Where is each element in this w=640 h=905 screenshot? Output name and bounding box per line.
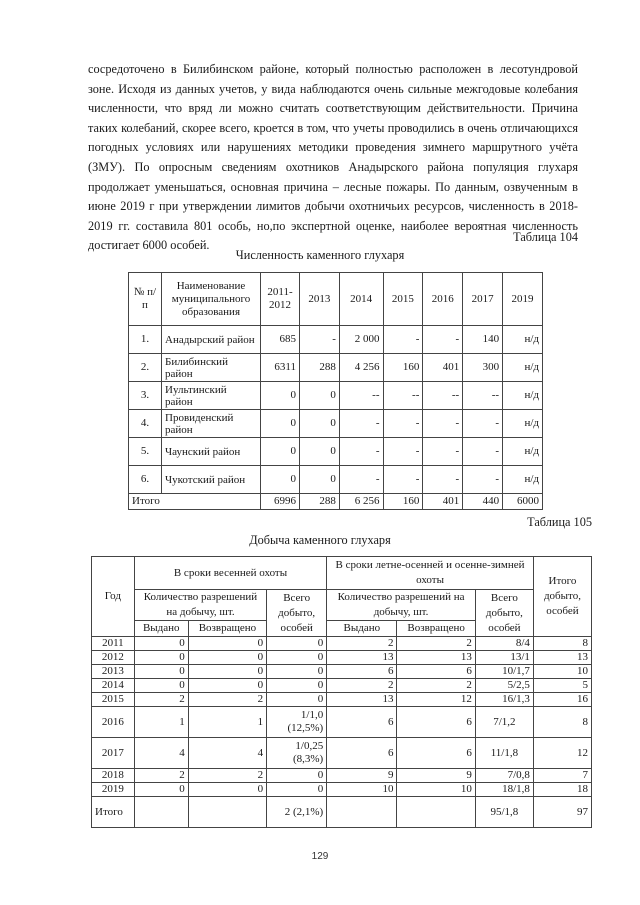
cell: 0 [300,410,340,438]
cell: 6 [397,738,475,769]
total-row [92,797,592,828]
table-row [92,651,592,665]
cell: 0 [267,783,327,797]
cell: 0 [261,410,300,438]
district-name: Провиденский район [162,410,261,438]
cell: 401 [423,354,463,382]
cell: н/д [503,326,543,354]
cell: 0 [267,665,327,679]
cell: н/д [503,382,543,410]
row-index: 1. [129,326,162,354]
table-row [129,438,543,466]
cell: 0 [134,783,188,797]
table-header-row [92,557,592,590]
cell: 10 [327,783,397,797]
cell: 401 [423,494,463,510]
cell: 0 [267,769,327,783]
row-index: 6. [129,466,162,494]
row-index: 3. [129,382,162,410]
header-cell: 2016 [423,273,463,326]
cell: -- [423,382,463,410]
header-cell: Всего добыто, особей [267,590,327,637]
cell [327,797,397,828]
cell: 0 [261,382,300,410]
cell: 2 000 [339,326,383,354]
cell: 0 [300,382,340,410]
cell: 0 [300,438,340,466]
cell: 0 [188,783,266,797]
header-cell: 2015 [383,273,423,326]
header-cell: 2011-2012 [261,273,300,326]
cell: - [339,410,383,438]
cell: 4 [188,738,266,769]
table-row [92,707,592,738]
cell [134,797,188,828]
cell: 0 [134,679,188,693]
cell: - [339,466,383,494]
cell: 8 [533,707,591,738]
cell: - [383,438,423,466]
header-cell: Возвращено [188,621,266,637]
body-paragraph: сосредоточено в Билибинском районе, который полностью расположен в лесотундровой зоне. Исходя из данных учетов, у вида наблюдаются очень сильные межгодовые колебания численности, что вряд ли можно считать соответствующим действительности. Причина таких колебаний, скорее всего, кроется в том, что учеты проводились в очень отличающихся погодных условиях или нарушениях методики проведения зимнего маршрутного учёта (ЗМУ). По опросным сведениям охотников Анадырского района популяция глухаря продолжает уменьшаться, основная причина – лесные пожары. По данным, озвученным в июне 2019 г при утверждении лимитов добычи охотничьих ресурсов, численность в 2018-2019 гг. составила 801 особь, но,по экспертной оценке, наиболее вероятная численность достигает 6000 особей. [88,62,578,253]
cell: 16/1,3 [475,693,533,707]
cell: 2 [327,637,397,651]
cell: 288 [300,494,340,510]
cell: - [383,410,423,438]
row-index: 2. [129,354,162,382]
cell: 6 256 [339,494,383,510]
table-row [92,679,592,693]
cell: н/д [503,466,543,494]
cell: 10/1,7 [475,665,533,679]
header-cell: 2013 [300,273,340,326]
cell: 8 [533,637,591,651]
cell: 2 [397,637,475,651]
cell: -- [463,382,503,410]
cell: 2 [327,679,397,693]
cell: 7/0,8 [475,769,533,783]
cell: 13 [533,651,591,665]
cell: 1/1,0 (12,5%) [267,707,327,738]
table-row [129,326,543,354]
cell: - [339,438,383,466]
cell: 5/2,5 [475,679,533,693]
cell [188,797,266,828]
header-cell: 2019 [503,273,543,326]
cell: 5 [533,679,591,693]
cell: - [383,326,423,354]
cell: 6000 [503,494,543,510]
cell: 140 [463,326,503,354]
header-cell: Количество разрешений на добычу, шт. [327,590,476,621]
table-row [129,382,543,410]
district-name: Билибинский район [162,354,261,382]
year-cell: 2018 [92,769,135,783]
header-cell: 2014 [339,273,383,326]
population-table [128,272,543,510]
total-row [129,494,543,510]
cell: 6 [397,665,475,679]
cell: 0 [261,466,300,494]
cell: 2 [134,693,188,707]
cell: 2 (2,1%) [267,797,327,828]
district-name: Анадырский район [162,326,261,354]
table-row [92,783,592,797]
table-row [92,665,592,679]
cell: 97 [533,797,591,828]
cell: 0 [267,679,327,693]
table-row [92,738,592,769]
cell: 0 [267,693,327,707]
cell: - [383,466,423,494]
year-cell: 2016 [92,707,135,738]
table-104-title: Численность каменного глухаря [235,248,405,262]
cell: 13 [327,693,397,707]
cell: 6 [327,665,397,679]
year-cell: 2015 [92,693,135,707]
cell: 6996 [261,494,300,510]
cell: 0 [134,665,188,679]
table-row [92,769,592,783]
cell: 12 [397,693,475,707]
cell: - [423,410,463,438]
table-header-row [129,273,543,326]
cell: 0 [300,466,340,494]
header-cell: Год [92,557,135,637]
cell: 6 [327,738,397,769]
header-cell: Возвращено [397,621,475,637]
cell: 11/1,8 [475,738,533,769]
cell: н/д [503,438,543,466]
cell: 18 [533,783,591,797]
table-row [92,637,592,651]
cell: 8/4 [475,637,533,651]
cell: 1 [134,707,188,738]
cell: - [423,326,463,354]
row-index: 5. [129,438,162,466]
cell: 10 [533,665,591,679]
cell: 2 [397,679,475,693]
cell: 18/1,8 [475,783,533,797]
header-cell: Количество разрешений на добычу, шт. [134,590,266,621]
cell: 160 [383,354,423,382]
cell: - [463,438,503,466]
cell: 0 [134,637,188,651]
cell: 7/1,2 [475,707,533,738]
cell: 13 [397,651,475,665]
header-cell: Выдано [134,621,188,637]
header-cell: Всего добыто, особей [475,590,533,637]
cell: 10 [397,783,475,797]
district-name: Чукотский район [162,466,261,494]
header-cell: № п/п [129,273,162,326]
cell: 7 [533,769,591,783]
cell: 6311 [261,354,300,382]
header-cell: Наименование муниципального образования [162,273,261,326]
cell: 0 [188,651,266,665]
cell: -- [383,382,423,410]
cell: 160 [383,494,423,510]
row-index: 4. [129,410,162,438]
cell: 0 [267,651,327,665]
cell: - [423,466,463,494]
cell: н/д [503,410,543,438]
table-header-row [92,590,592,621]
header-cell: В сроки летне-осенней и осенне-зимней охоты [327,557,534,590]
cell [397,797,475,828]
table-row [92,693,592,707]
header-cell: 2017 [463,273,503,326]
cell: 4 256 [339,354,383,382]
cell: 440 [463,494,503,510]
year-cell: 2013 [92,665,135,679]
cell: 13/1 [475,651,533,665]
year-cell: 2012 [92,651,135,665]
cell: - [463,410,503,438]
cell: 9 [397,769,475,783]
cell: 2 [188,769,266,783]
cell: 6 [327,707,397,738]
cell: 1/0,25 (8,3%) [267,738,327,769]
year-cell: 2017 [92,738,135,769]
year-cell: 2011 [92,637,135,651]
district-name: Иультинский район [162,382,261,410]
table-104-number: Таблица 104 [513,230,578,244]
cell: 6 [397,707,475,738]
table-105-title: Добыча каменного глухаря [249,533,391,547]
cell: -- [339,382,383,410]
cell: - [423,438,463,466]
cell: 95/1,8 [475,797,533,828]
year-cell: 2014 [92,679,135,693]
cell: 9 [327,769,397,783]
cell: 288 [300,354,340,382]
cell: 2 [134,769,188,783]
district-name: Чаунский район [162,438,261,466]
header-cell: В сроки весенней охоты [134,557,326,590]
cell: 4 [134,738,188,769]
cell: 0 [267,637,327,651]
year-cell: 2019 [92,783,135,797]
header-cell: Итого добыто, особей [533,557,591,637]
table-row [129,354,543,382]
table-105-number: Таблица 105 [527,515,592,529]
cell: 0 [188,637,266,651]
cell: 13 [327,651,397,665]
cell: 300 [463,354,503,382]
total-label: Итого [129,494,261,510]
cell: - [300,326,340,354]
cell: 0 [188,665,266,679]
cell: - [463,466,503,494]
cell: 12 [533,738,591,769]
cell: 685 [261,326,300,354]
cell: 16 [533,693,591,707]
table-row [129,410,543,438]
cell: 1 [188,707,266,738]
table-row [129,466,543,494]
cell: 0 [188,679,266,693]
total-label: Итого [92,797,135,828]
header-cell: Выдано [327,621,397,637]
harvest-table [91,556,592,828]
cell: 2 [188,693,266,707]
cell: 0 [134,651,188,665]
cell: 0 [261,438,300,466]
cell: н/д [503,354,543,382]
page-number: 129 [311,851,329,862]
